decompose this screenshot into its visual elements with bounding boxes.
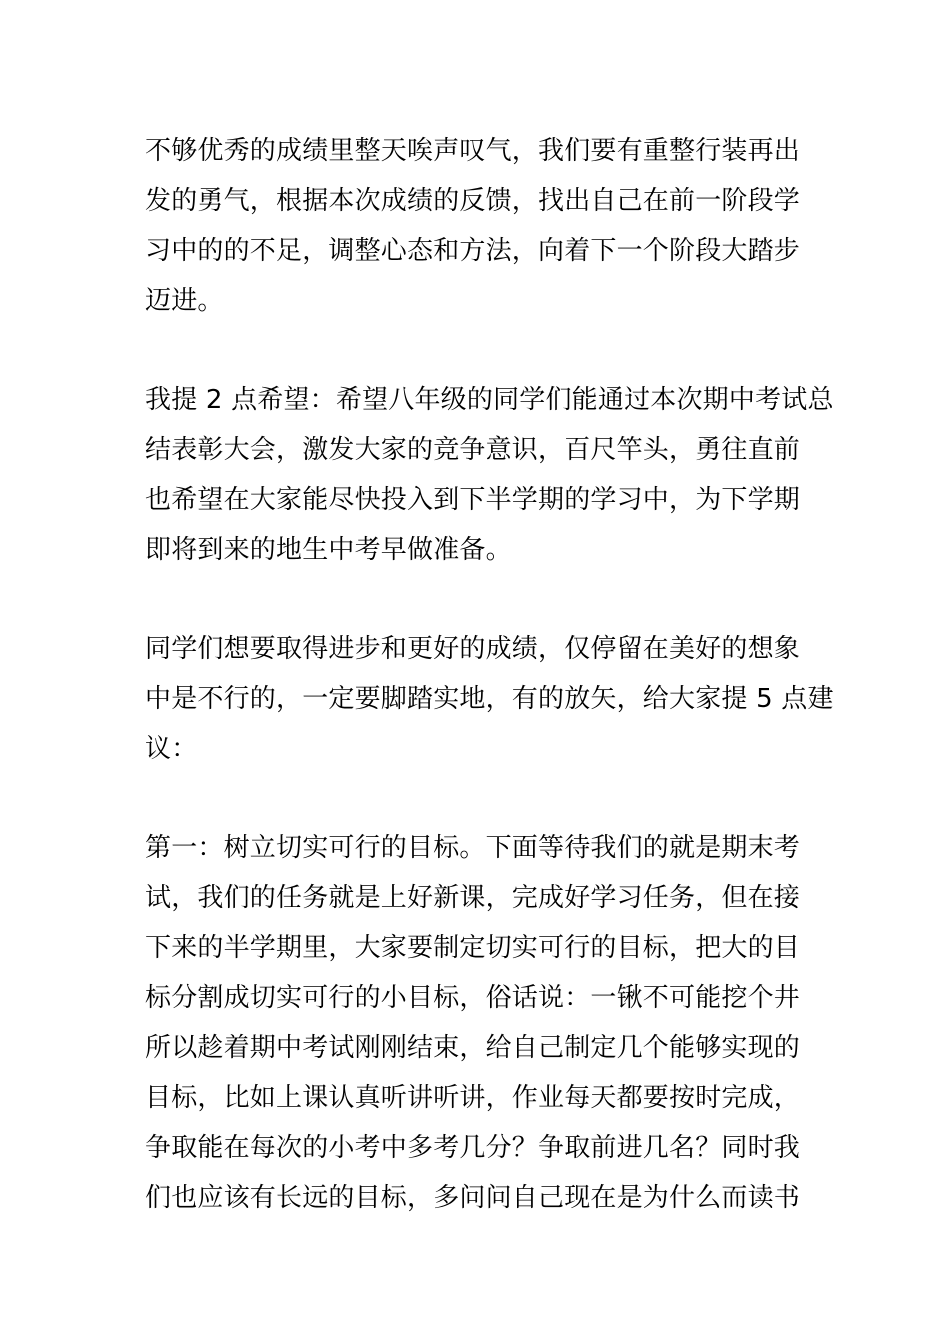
text-line: 我提 2 点希望：希望八年级的同学们能通过本次期中考试总: [145, 385, 834, 415]
text-line: 议：: [145, 734, 198, 764]
text-line: 同学们想要取得进步和更好的成绩，仅停留在美好的想象: [145, 634, 801, 664]
text-line: 即将到来的地生中考早做准备。: [145, 535, 512, 565]
text-line: 结表彰大会，激发大家的竞争意识，百尺竿头，勇往直前: [145, 435, 801, 465]
text-line: 标分割成切实可行的小目标，俗话说：一锹不可能挖个井: [145, 983, 801, 1013]
paragraph-4: [145, 823, 810, 1223]
text-line: 试，我们的任务就是上好新课，完成好学习任务，但在接: [145, 883, 801, 913]
paragraph-2: [145, 375, 834, 575]
text-line: 中是不行的，一定要脚踏实地，有的放矢，给大家提 5 点建: [145, 684, 834, 714]
text-line: 习中的的不足，调整心态和方法，向着下一个阶段大踏步: [145, 236, 801, 266]
paragraph-1: [145, 126, 810, 326]
text-line: 发的勇气，根据本次成绩的反馈，找出自己在前一阶段学: [145, 186, 801, 216]
paragraph-3: [145, 624, 834, 774]
text-line: 不够优秀的成绩里整天唉声叹气，我们要有重整行装再出: [145, 136, 801, 166]
text-line: 争取能在每次的小考中多考几分？争取前进几名？同时我: [145, 1133, 801, 1163]
text-line: 所以趁着期中考试刚刚结束，给自己制定几个能够实现的: [145, 1033, 801, 1063]
text-line: 迈进。: [145, 286, 224, 316]
text-line: 下来的半学期里，大家要制定切实可行的目标，把大的目: [145, 933, 801, 963]
text-line: 们也应该有长远的目标，多问问自己现在是为什么而读书: [145, 1183, 801, 1213]
text-line: 也希望在大家能尽快投入到下半学期的学习中，为下学期: [145, 485, 801, 515]
text-line: 第一：树立切实可行的目标。下面等待我们的就是期末考: [145, 833, 801, 863]
text-line: 目标，比如上课认真听讲听讲，作业每天都要按时完成，: [145, 1083, 801, 1113]
